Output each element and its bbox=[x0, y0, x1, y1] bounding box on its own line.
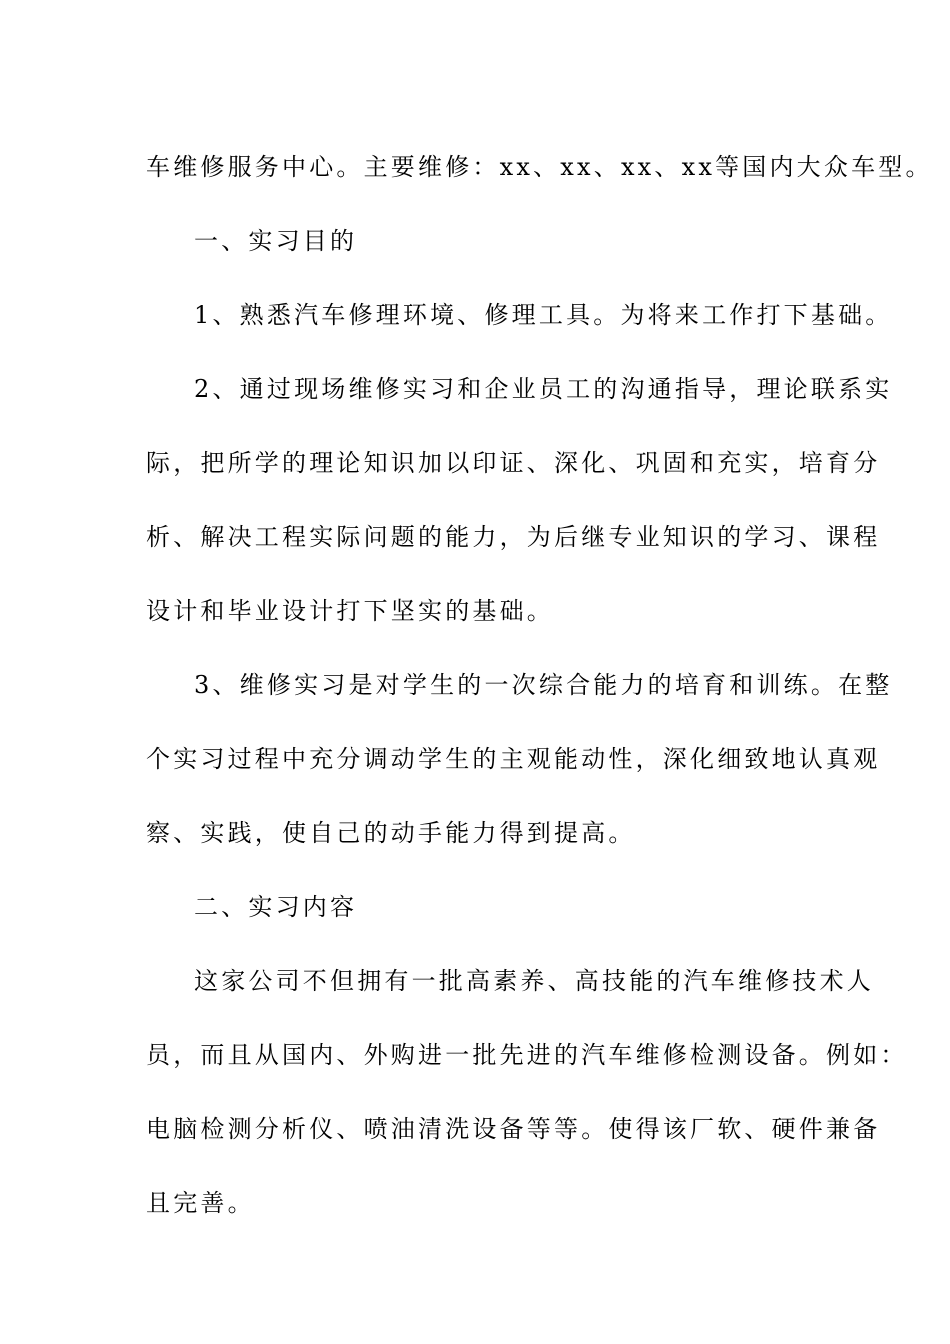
text-line: 际，把所学的理论知识加以印证、深化、巩固和充实，培育分 bbox=[146, 449, 881, 477]
list-item: 3、维修实习是对学生的一次综合能力的培育和训练。在整 bbox=[194, 671, 893, 699]
text-line: 车维修服务中心。主要维修：xx、xx、xx、xx等国内大众车型。 bbox=[146, 153, 933, 181]
document-body bbox=[146, 130, 933, 1240]
section-heading: 一、实习目的 bbox=[194, 227, 358, 255]
text-line: 设计和毕业设计打下坚实的基础。 bbox=[146, 597, 554, 625]
list-item: 2、通过现场维修实习和企业员工的沟通指导，理论联系实 bbox=[194, 375, 893, 403]
text-line: 电脑检测分析仪、喷油清洗设备等等。使得该厂软、硬件兼备 bbox=[146, 1115, 881, 1143]
paragraph-start: 这家公司不但拥有一批高素养、高技能的汽车维修技术人 bbox=[194, 967, 874, 995]
text-line: 析、解决工程实际问题的能力，为后继专业知识的学习、课程 bbox=[146, 523, 881, 551]
text-line: 个实习过程中充分调动学生的主观能动性，深化细致地认真观 bbox=[146, 745, 881, 773]
text-line: 且完善。 bbox=[146, 1189, 255, 1217]
list-item: 1、熟悉汽车修理环境、修理工具。为将来工作打下基础。 bbox=[194, 301, 893, 329]
section-heading: 二、实习内容 bbox=[194, 893, 358, 921]
text-line: 察、实践，使自己的动手能力得到提高。 bbox=[146, 819, 636, 847]
text-line: 员，而且从国内、外购进一批先进的汽车维修检测设备。例如： bbox=[146, 1041, 908, 1069]
